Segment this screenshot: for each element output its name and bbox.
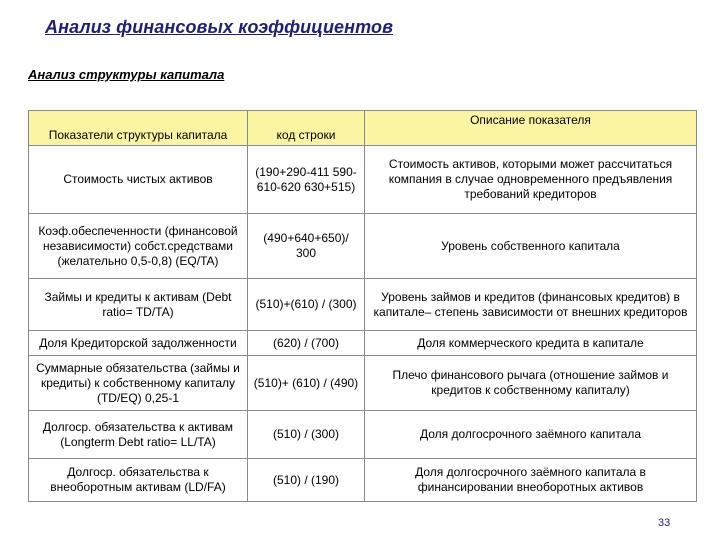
cell-indicator: Суммарные обязательства (займы и кредиты) к собственному капиталу (TD/EQ) 0,25-1 xyxy=(29,356,248,411)
header-indicator: Показатели структуры капитала xyxy=(29,111,248,146)
header-code: код строки xyxy=(248,111,365,146)
cell-code: (510) / (300) xyxy=(248,411,365,459)
header-description: Описание показателя xyxy=(365,111,697,146)
cell-description: Доля долгосрочного заёмного капитала в финансировании внеоборотных активов xyxy=(365,459,697,502)
table-row xyxy=(29,356,697,411)
cell-indicator: Займы и кредиты к активам (Debt ratio= TD/TA) xyxy=(29,279,248,331)
table-row xyxy=(29,459,697,502)
table-row xyxy=(29,146,697,214)
cell-code: (620) / (700) xyxy=(248,331,365,356)
cell-description: Уровень собственного капитала xyxy=(365,214,697,279)
cell-description: Доля долгосрочного заёмного капитала xyxy=(365,411,697,459)
table-row xyxy=(29,411,697,459)
cell-indicator: Коэф.обеспеченности (финансовой независимости) собст.средствами (желательно 0,5-0,8) (EQ/TA) xyxy=(29,214,248,279)
cell-code: (510) / (190) xyxy=(248,459,365,502)
cell-description: Уровень займов и кредитов (финансовых кредитов) в капитале– степень зависимости от внешних кредиторов xyxy=(365,279,697,331)
cell-description: Плечо финансового рычага (отношение займов и кредитов к собственному капиталу) xyxy=(365,356,697,411)
cell-description: Стоимость активов, которыми может рассчитаться компания в случае одновременного предъявления требований кредиторов xyxy=(365,146,697,214)
cell-code: (510)+ (610) / (490) xyxy=(248,356,365,411)
table-row xyxy=(29,331,697,356)
table-row xyxy=(29,279,697,331)
table-row xyxy=(29,214,697,279)
cell-description: Доля коммерческого кредита в капитале xyxy=(365,331,697,356)
page-title: Анализ финансовых коэффициентов xyxy=(45,17,394,37)
cell-indicator: Доля Кредиторской задолженности xyxy=(29,331,248,356)
cell-code: (490+640+650)/ 300 xyxy=(248,214,365,279)
cell-indicator: Долгоср. обязательства к активам (Longterm Debt ratio= LL/TA) xyxy=(29,411,248,459)
cell-indicator: Стоимость чистых активов xyxy=(29,146,248,214)
capital-structure-table xyxy=(28,110,697,502)
cell-code: (190+290-411 590-610-620 630+515) xyxy=(248,146,365,214)
page-number: 33 xyxy=(658,517,671,529)
cell-code: (510)+(610) / (300) xyxy=(248,279,365,331)
cell-indicator: Долгоср. обязательства к внеоборотным активам (LD/FA) xyxy=(29,459,248,502)
section-subtitle: Анализ структуры капитала xyxy=(28,67,225,82)
